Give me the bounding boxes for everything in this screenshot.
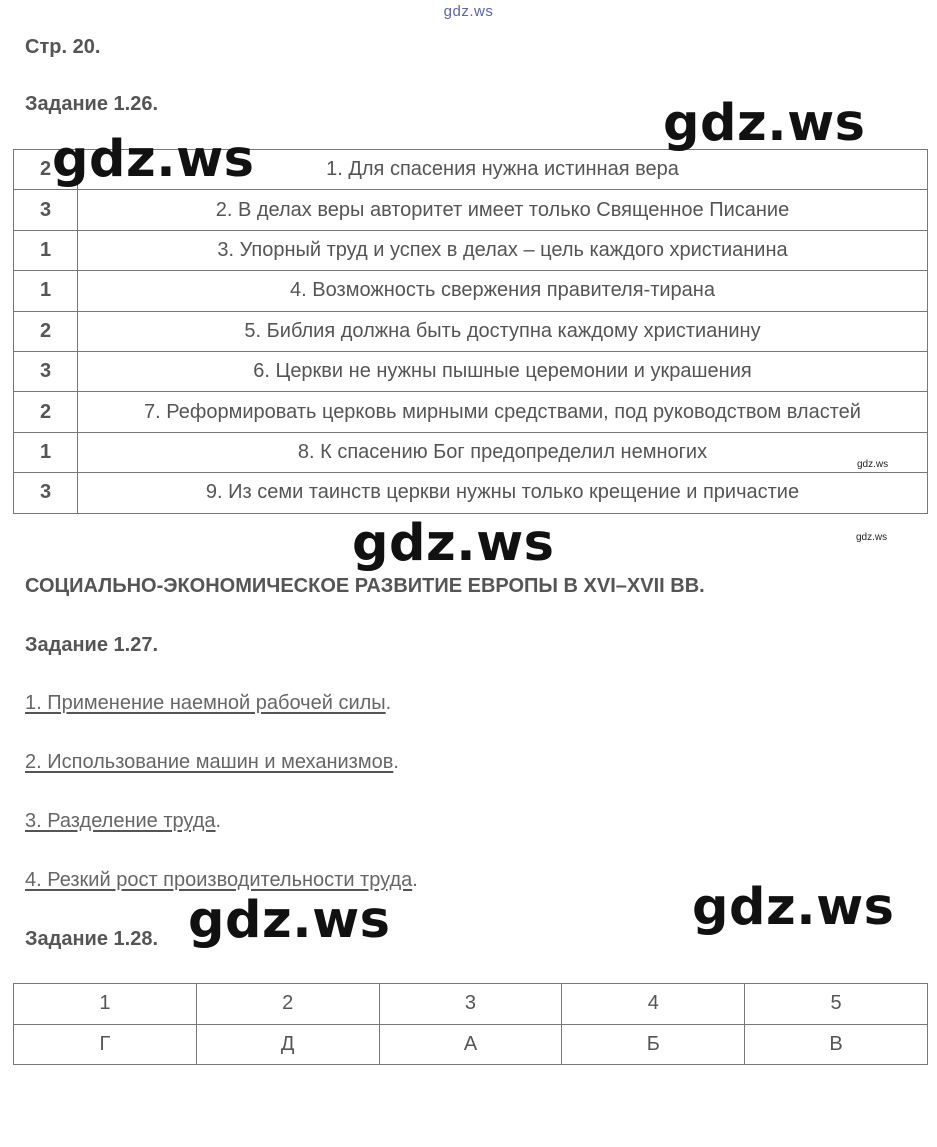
answer-period: . <box>393 751 399 773</box>
row-number: 2 <box>14 150 78 190</box>
row-number: 3 <box>14 190 78 230</box>
row-number: 2 <box>14 392 78 432</box>
table-row <box>14 473 928 513</box>
answer-letter: Б <box>562 1024 745 1065</box>
top-watermark: gdz.ws <box>443 3 494 20</box>
column-number: 1 <box>14 984 197 1025</box>
answer-letter: Д <box>196 1024 379 1065</box>
column-number: 2 <box>196 984 379 1025</box>
column-number: 3 <box>379 984 562 1025</box>
row-statement: 9. Из семи таинств церкви нужны только крещение и причастие <box>78 473 928 513</box>
table-row <box>14 230 928 270</box>
table-row <box>14 271 928 311</box>
row-number: 3 <box>14 351 78 391</box>
watermark-small: gdz.ws <box>857 459 889 470</box>
row-statement: 1. Для спасения нужна истинная вера <box>78 150 928 190</box>
watermark: gdz.ws <box>188 891 391 950</box>
watermark: gdz.ws <box>352 514 555 573</box>
watermark: gdz.ws <box>663 94 866 153</box>
row-number: 2 <box>14 311 78 351</box>
answer-period: . <box>385 692 392 714</box>
table-row <box>14 392 928 432</box>
answer-period: . <box>412 869 418 891</box>
table-row <box>14 190 928 230</box>
row-statement: 7. Реформировать церковь мирными средствами, под руководством властей <box>78 392 928 432</box>
answer-letter: Г <box>14 1024 197 1065</box>
table-row <box>14 351 928 391</box>
page-title: Стр. 20. <box>25 36 101 58</box>
answer-text: 4. Резкий рост производительности труда <box>25 869 413 891</box>
table-row <box>14 311 928 351</box>
task-128-title: Задание 1.28. <box>25 928 159 950</box>
table-row <box>14 1024 928 1065</box>
answer-item <box>25 869 418 892</box>
task-128-table <box>13 983 928 1065</box>
answer-text: 1. Применение наемной рабочей силы <box>25 692 386 714</box>
row-statement: 5. Библия должна быть доступна каждому христианину <box>78 311 928 351</box>
answer-text: 2. Использование машин и механизмов <box>25 751 394 773</box>
row-number: 1 <box>14 230 78 270</box>
row-statement: 6. Церкви не нужны пышные церемонии и украшения <box>78 351 928 391</box>
section-title: СОЦИАЛЬНО-ЭКОНОМИЧЕСКОЕ РАЗВИТИЕ ЕВРОПЫ В XVI–XVII ВВ. <box>25 575 705 597</box>
answer-item <box>25 751 399 774</box>
answer-text: 3. Разделение труда <box>25 810 216 832</box>
watermark: gdz.ws <box>692 878 895 937</box>
task-126-table <box>13 149 928 514</box>
task-126-title: Задание 1.26. <box>25 93 159 115</box>
answer-item <box>25 810 221 833</box>
row-number: 3 <box>14 473 78 513</box>
row-number: 1 <box>14 432 78 472</box>
watermark-small: gdz.ws <box>856 532 888 543</box>
table-row <box>14 432 928 472</box>
answer-item <box>25 692 391 715</box>
answer-period: . <box>215 810 222 832</box>
row-statement: 4. Возможность свержения правителя-тирана <box>78 271 928 311</box>
row-statement: 3. Упорный труд и успех в делах – цель каждого христианина <box>78 230 928 270</box>
watermark: gdz.ws <box>52 130 255 189</box>
column-number: 5 <box>745 984 928 1025</box>
task-127-title: Задание 1.27. <box>25 634 159 656</box>
answer-letter: А <box>379 1024 562 1065</box>
table-header-row <box>14 984 928 1025</box>
column-number: 4 <box>562 984 745 1025</box>
row-statement: 8. К спасению Бог предопределил немногих <box>78 432 928 472</box>
answer-letter: В <box>745 1024 928 1065</box>
row-statement: 2. В делах веры авторитет имеет только Священное Писание <box>78 190 928 230</box>
row-number: 1 <box>14 271 78 311</box>
